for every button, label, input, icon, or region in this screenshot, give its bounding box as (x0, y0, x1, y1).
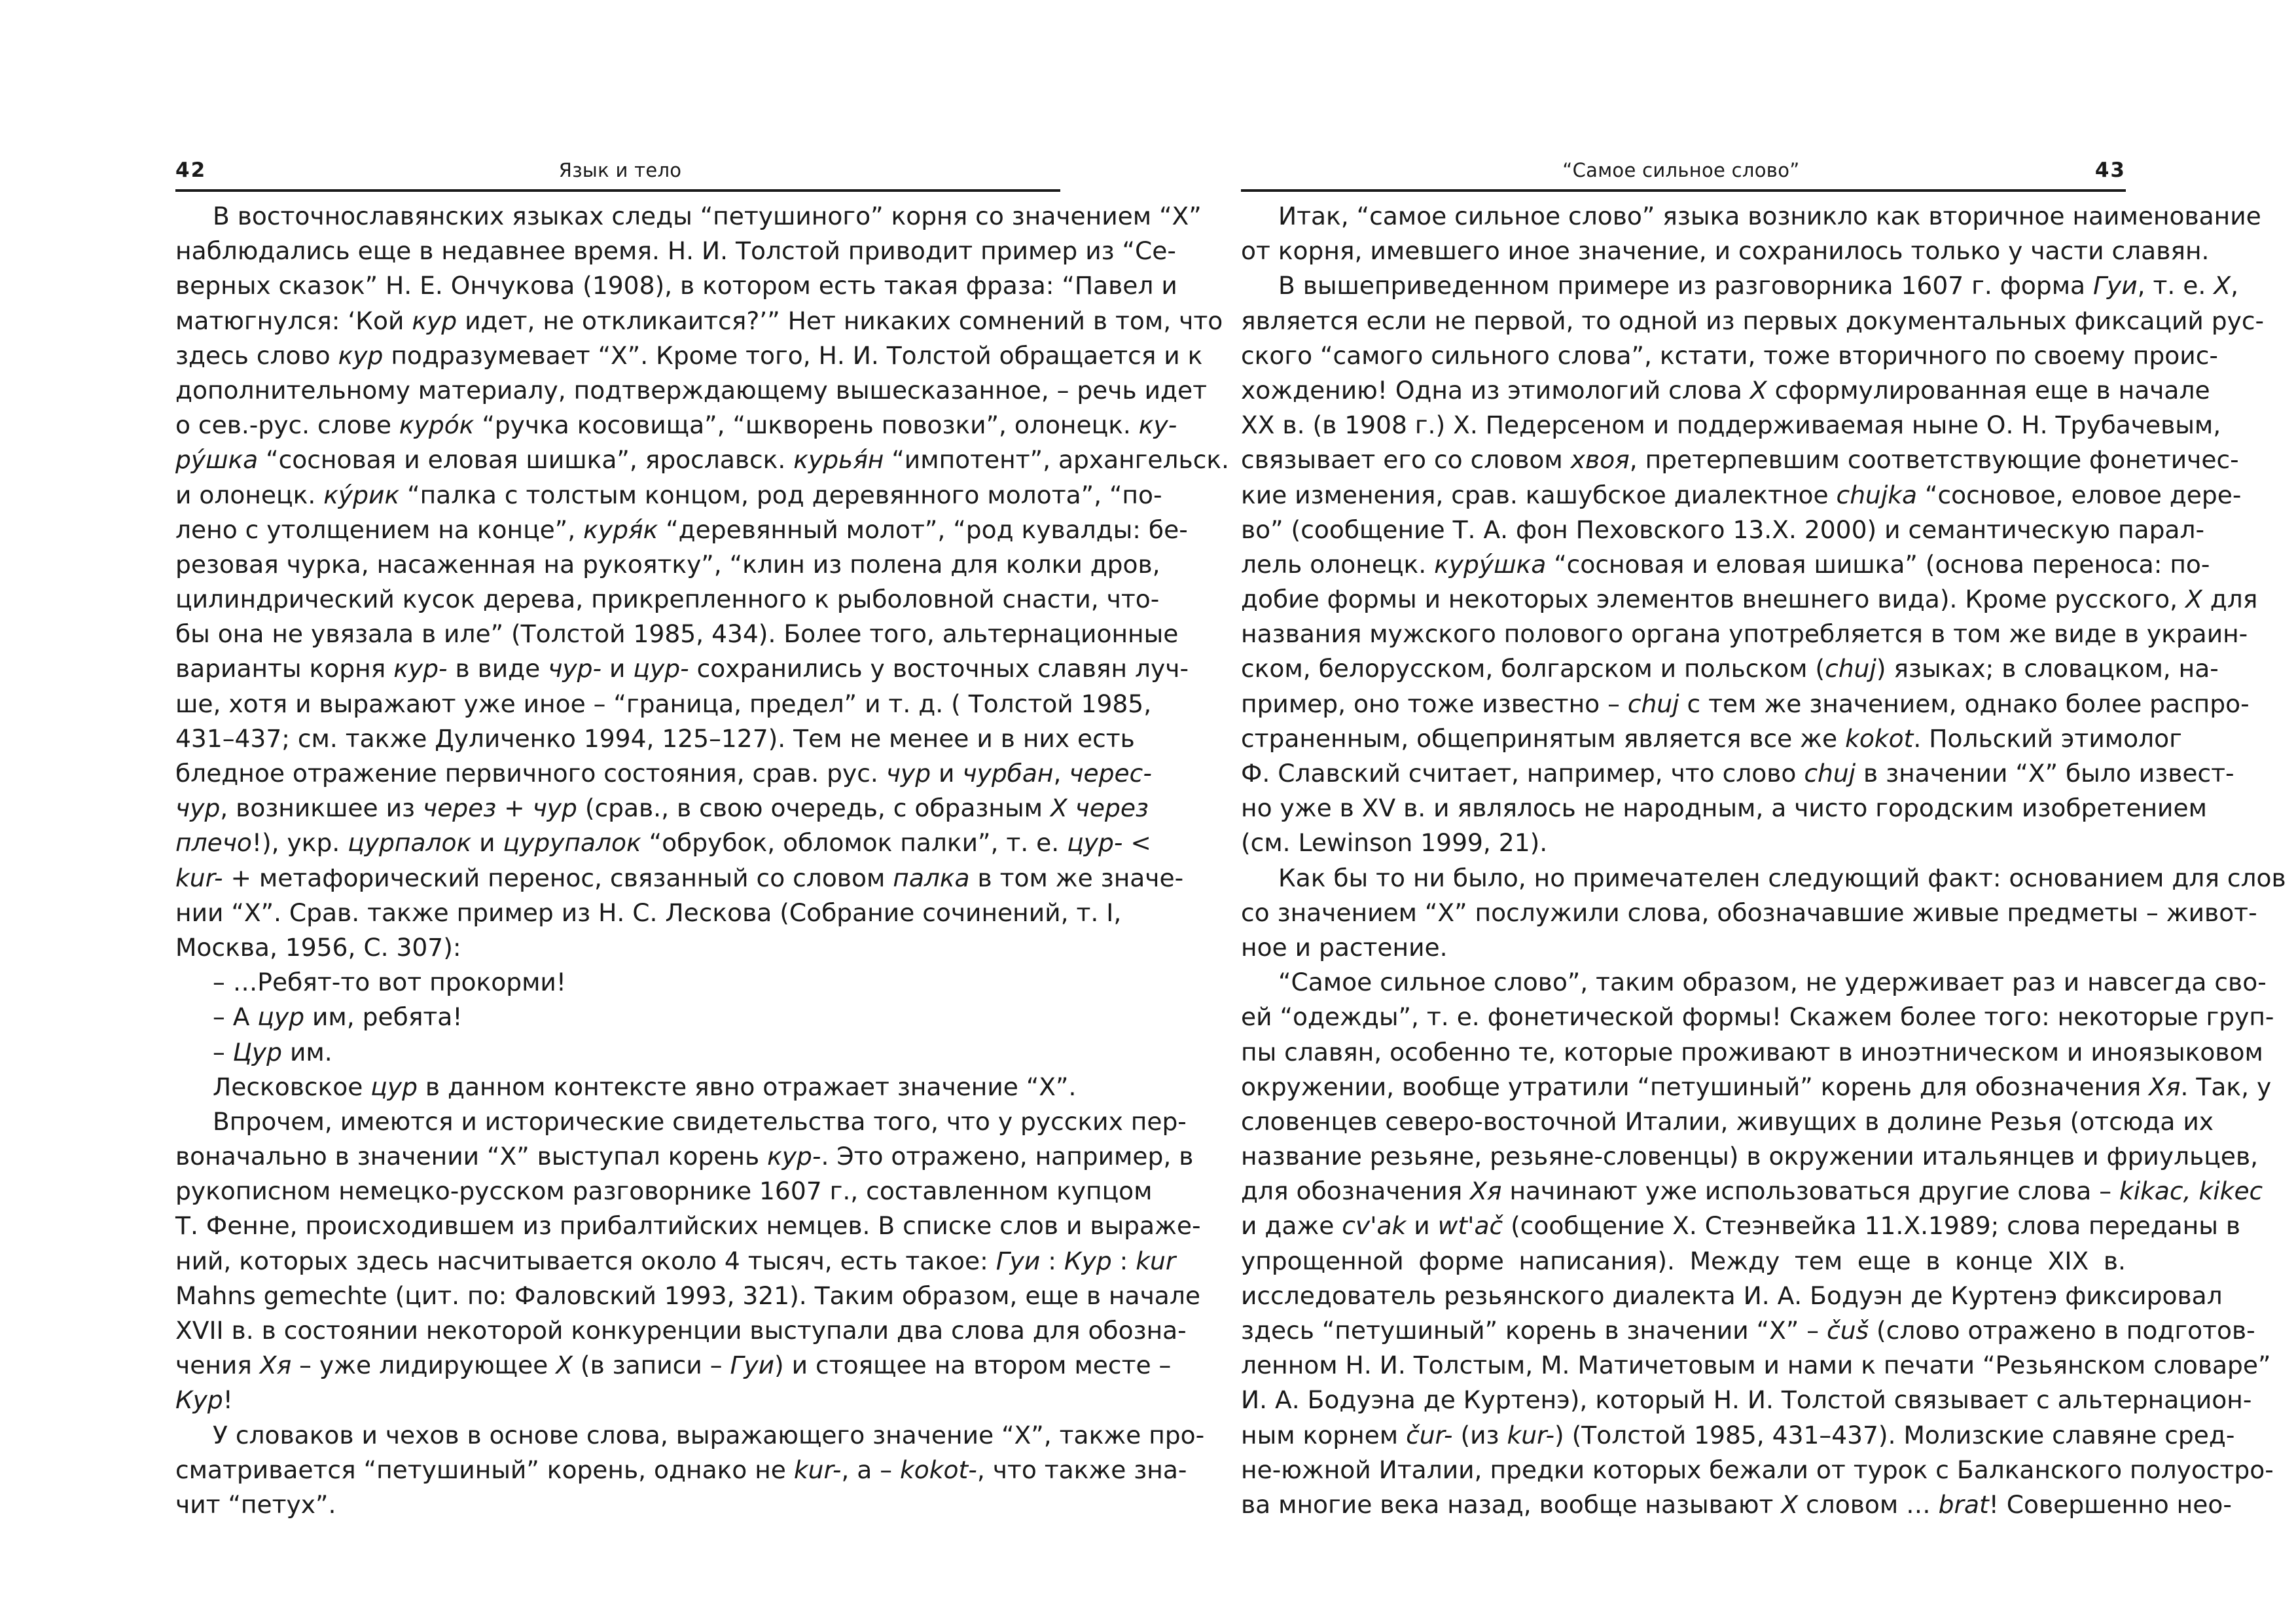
italic-term: чур (175, 793, 221, 823)
text-line (1241, 1383, 2252, 1417)
text-run: ным корнем (1241, 1420, 1407, 1450)
text-run: и олонецк. (175, 480, 324, 509)
text-run: “обрубок, обломок палки”, т. е. (641, 828, 1067, 858)
page-number: 43 (2094, 158, 2126, 182)
text-run: здесь слово (175, 340, 338, 370)
italic-term: chuj (1804, 759, 1856, 788)
text-run: ского “самого сильного слова”, кстати, тоже вторичного по своему проис- (1241, 340, 2218, 370)
text-run: варианты корня (175, 654, 394, 684)
italic-term: kur- (1507, 1420, 1555, 1450)
italic-term: kokot (1845, 723, 1914, 753)
text-line (1241, 408, 2221, 443)
text-line (175, 687, 1152, 721)
text-run: нии “Х”. Срав. также пример из Н. С. Лескова (Собрание сочинений, т. I, (175, 898, 1122, 927)
text-run: упрощенной форме написания). Между тем еще в конце XIX в. (1241, 1246, 2126, 1275)
text-run: ! Совершенно нео- (1988, 1489, 2232, 1519)
text-run: исследователь резьянского диалекта И. А. Бодуэн де Куртенэ фиксировал (1241, 1281, 2223, 1310)
right-page (1148, 0, 2296, 1623)
text-run: наблюдались еще в недавнее время. Н. И. Толстой приводит пример из “Се- (175, 236, 1176, 266)
text-run: ) и стоящее на втором месте – (774, 1351, 1172, 1380)
italic-term: Х (1781, 1489, 1799, 1519)
body-text (1241, 199, 2286, 1522)
italic-term: ру́шка (175, 445, 259, 475)
text-run: “палка с толстым концом, род деревянного молота”, “по- (399, 480, 1162, 509)
italic-term: kur- (175, 863, 223, 892)
text-run: воначально в значении “Х” выступал корень (175, 1142, 768, 1171)
text-run: с тем же значением, однако более распро- (1679, 689, 2250, 718)
text-run: . Польский этимолог (1913, 723, 2182, 753)
text-line (175, 1348, 1172, 1383)
text-run: рукописном немецко-русском разговорнике 1607 г., составленном купцом (175, 1176, 1153, 1206)
text-run: У словаков и чехов в основе слова, выражающего значение “Х”, также про- (213, 1420, 1205, 1450)
text-line (1241, 826, 2126, 860)
text-line (1241, 1139, 2259, 1174)
text-run: в том же значе- (969, 863, 1184, 892)
italic-term: brat (1938, 1489, 1989, 1519)
italic-term: chuj (1627, 689, 1679, 718)
text-line (1241, 1000, 2274, 1034)
text-run: бледное отражение первичного состояния, срав. рус. (175, 759, 886, 788)
text-line (1241, 1104, 2214, 1139)
text-line (1241, 443, 2239, 477)
text-run: Mahns gemechte (цит. по: Фаловский 1993, 321). Таким образом, еще в начале (175, 1281, 1200, 1310)
text-run: ленном Н. И. Толстым, М. Матичетовым и нами к печати “Резьянском словаре” (1241, 1351, 2271, 1380)
text-line (1241, 896, 2257, 930)
italic-term: цур- (633, 654, 689, 684)
text-line (175, 861, 1184, 896)
text-run: является если не первой, то одной из первых документальных фиксаций рус- (1241, 306, 2265, 335)
text-line (175, 234, 1176, 268)
left-page-header (175, 152, 1060, 189)
text-line (1241, 1313, 2255, 1348)
text-line (1241, 373, 2210, 408)
text-line (1241, 861, 2286, 896)
text-run: Как бы то ни было, но примечателен следующий факт: основанием для слов (1278, 863, 2286, 892)
text-run: резовая чурка, насаженная на рукоятку”, “клин из полена для колки дров, (175, 549, 1160, 579)
italic-term: Х (556, 1351, 573, 1380)
text-run: здесь “петушиный” корень в значении “Х” – (1241, 1316, 1827, 1345)
italic-term: Гуи (730, 1351, 775, 1380)
text-run: начинают уже использоваться другие слова – (1501, 1176, 2119, 1206)
text-line (175, 199, 1202, 234)
italic-term: цурпалок (348, 828, 472, 858)
text-run: чения (175, 1351, 260, 1380)
text-run: ний, которых здесь насчитывается около 4 тысяч, есть такое: (175, 1246, 996, 1275)
text-line (1241, 1244, 2126, 1279)
text-line (175, 930, 1060, 965)
text-line (175, 304, 1223, 338)
text-line (1241, 1174, 2263, 1209)
italic-term: куро́к (399, 410, 475, 440)
text-line (1241, 651, 2219, 686)
text-run: от корня, имевшего иное значение, и сохранилось только у части славян. (1241, 236, 2210, 266)
text-run: в значении “Х” было извест- (1856, 759, 2234, 788)
text-run: подразумевает “Х”. Кроме того, Н. И. Толстой обращается и к (383, 340, 1203, 370)
text-line (1241, 478, 2242, 513)
text-line (1241, 791, 2207, 826)
text-line (1241, 582, 2258, 617)
italic-term: čur- (1406, 1420, 1453, 1450)
italic-term: куря́к (583, 515, 658, 544)
text-run: “деревянный молот”, “род кувалды: бе- (658, 515, 1188, 544)
text-run: им. (282, 1037, 332, 1067)
text-run: ва многие века назад, вообще называют (1241, 1489, 1782, 1519)
text-run: “импотент”, архангельск. (884, 445, 1230, 475)
italic-term: Хя (1470, 1176, 1502, 1206)
text-run: ше, хотя и выражают уже иное – “граница, предел” и т. д. ( Толстой 1985, (175, 689, 1152, 718)
text-line (175, 1174, 1153, 1209)
text-line (1241, 304, 2265, 338)
text-run: им, ребята! (304, 1002, 463, 1032)
text-run: для обозначения (1241, 1176, 1471, 1206)
text-line (1241, 1418, 2235, 1453)
italic-term: кур- (393, 654, 448, 684)
text-run: , возникшее из (220, 793, 423, 823)
italic-term: кур (412, 306, 457, 335)
text-run: чит “петух”. (175, 1489, 336, 1519)
text-run: название резьяне, резьяне-словенцы) в окружении итальянцев и фриульцев, (1241, 1142, 2259, 1171)
text-run: , (2231, 271, 2239, 301)
text-run: Итак, “самое сильное слово” языка возникло как вторичное наименование (1278, 202, 2261, 230)
text-line (1241, 1453, 2274, 1487)
text-run: . Это отражено, например, в (821, 1142, 1194, 1171)
text-run: Москва, 1956, С. 307): (175, 932, 461, 962)
text-run: “Самое сильное слово”, таким образом, не удерживает раз и навсегда сво- (1278, 968, 2267, 997)
text-run: + метафорический перенос, связанный со словом (223, 863, 893, 892)
italic-term: цур (257, 1002, 305, 1032)
italic-term: chujka (1836, 480, 1918, 509)
text-run: о сев.-рус. слове (175, 410, 399, 440)
text-run: : (1111, 1246, 1136, 1275)
text-run: , (1053, 759, 1069, 788)
text-run: !), укр. (251, 828, 348, 858)
text-line (175, 408, 1177, 443)
text-run: “сосновое, еловое дере- (1917, 480, 2242, 509)
text-line (175, 1104, 1187, 1139)
text-run: Лесковское (213, 1072, 371, 1101)
text-run: сформулированная еще в начале (1767, 375, 2210, 405)
text-line (1241, 1209, 2241, 1243)
text-line (1241, 513, 2205, 547)
text-run: дополнительному материалу, подтверждающему вышесказанное, – речь идет (175, 375, 1208, 405)
text-run: идет, не откликаится?’” Нет никаких сомнений в том, что (457, 306, 1223, 335)
italic-term: ку́рик (323, 480, 400, 509)
text-run: , претерпевшим соответствующие фонетичес- (1629, 445, 2239, 475)
text-run: не-южной Италии, предки которых бежали от турок с Балканского полуостро- (1241, 1455, 2274, 1484)
text-run: (сообщение Х. Стеэнвейка 11.X.1989; слова переданы в (1503, 1211, 2241, 1241)
text-run: “ручка косовища”, “шкворень повозки”, олонецк. (474, 410, 1139, 440)
text-line (175, 791, 1149, 826)
text-run: (в записи – (572, 1351, 730, 1380)
italic-term: Хя (259, 1351, 292, 1380)
text-line (175, 1000, 1060, 1034)
text-run: “сосновая и еловая шишка”, ярославск. (258, 445, 794, 475)
text-line (1241, 547, 2210, 582)
header-rule (175, 189, 1060, 192)
italic-term: Х (2185, 585, 2202, 614)
text-line (175, 756, 1152, 791)
text-line (175, 1313, 1187, 1348)
italic-term: хвоя (1570, 445, 1630, 475)
text-run: ) (Толстой 1985, 431–437). Молизские славяне сред- (1554, 1420, 2235, 1450)
text-line (1241, 234, 2210, 268)
text-run: связывает его со словом (1241, 445, 1571, 475)
text-run: пы славян, особенно те, которые проживают в иноэтническом и иноязыковом (1241, 1037, 2263, 1067)
italic-term: Цур (232, 1037, 283, 1067)
italic-term: палка (893, 863, 970, 892)
text-run: и (931, 759, 963, 788)
italic-term: кур- (767, 1142, 821, 1171)
italic-term: kokot- (900, 1455, 977, 1484)
text-line (1241, 1348, 2271, 1383)
text-line (1241, 1070, 2272, 1104)
header-rule (1241, 189, 2126, 192)
text-run: Т. Фенне, происходившем из прибалтийских немцев. В списке слов и выраже- (175, 1211, 1201, 1241)
text-line (1241, 617, 2248, 651)
running-title: “Самое сильное слово” (1562, 159, 1800, 181)
text-run: словенцев северо-восточной Италии, живущих в долине Резья (отсюда их (1241, 1106, 2214, 1136)
italic-term: Кур (1064, 1246, 1112, 1275)
text-line (175, 721, 1135, 756)
text-run: в данном контексте явно отражает значение “Х”. (417, 1072, 1077, 1101)
text-line (1241, 687, 2250, 721)
text-line (1241, 930, 2126, 965)
text-run: (из (1452, 1420, 1507, 1450)
text-line (175, 373, 1208, 408)
text-run: , что также зна- (977, 1455, 1187, 1484)
italic-term: Гуи (996, 1246, 1041, 1275)
text-run: окружении, вообще утратили “петушиный” корень для обозначения (1241, 1072, 2149, 1101)
italic-term: Хя (2149, 1072, 2181, 1101)
text-run: . Так, у (2180, 1072, 2272, 1101)
text-run: – …Ребят-то вот прокорми! (213, 968, 566, 997)
text-run: “сосновая и еловая шишка” (основа переноса: по- (1546, 549, 2210, 579)
text-run: ском, белорусском, болгарском и польском ( (1241, 654, 1825, 684)
text-run: (срав., в свою очередь, с образным (577, 793, 1050, 823)
italic-term: чур (886, 759, 931, 788)
italic-term: цурупалок (503, 828, 641, 858)
text-line (1241, 1035, 2263, 1070)
text-run: лено с утолщением на конце”, (175, 515, 584, 544)
text-run: лель олонецк. (1241, 549, 1435, 579)
italic-term: čuš (1827, 1316, 1869, 1345)
text-line (1241, 721, 2182, 756)
text-run: ное и растение. (1241, 932, 1448, 962)
text-run: < (1122, 828, 1151, 858)
text-run: – А (213, 1002, 258, 1032)
italic-term: курья́н (793, 445, 884, 475)
italic-term: wt'ač (1437, 1211, 1503, 1241)
text-line (175, 1279, 1200, 1313)
text-run: кие изменения, срав. кашубское диалектное (1241, 480, 1837, 509)
italic-term: чурбан (962, 759, 1054, 788)
text-line (175, 338, 1203, 373)
text-line (175, 651, 1189, 686)
text-line (175, 547, 1160, 582)
text-run: словом … (1798, 1489, 1939, 1519)
text-line (175, 1383, 1060, 1417)
text-run: и (1406, 1211, 1438, 1241)
text-line (1241, 338, 2218, 373)
italic-term: куру́шка (1434, 549, 1547, 579)
text-run: Ф. Славский считает, например, что слово (1241, 759, 1804, 788)
text-line (175, 1139, 1194, 1174)
text-run: – уже лидирующее (291, 1351, 556, 1380)
text-run: 431–437; см. также Дуличенко 1994, 125–127). Тем не менее и в них есть (175, 723, 1135, 753)
text-line (175, 965, 1060, 1000)
text-line (1241, 756, 2234, 791)
italic-term: Гуи (2093, 271, 2138, 301)
text-run: для (2202, 585, 2258, 614)
text-run: со значением “Х” послужили слова, обозначавшие живые предметы – живот- (1241, 898, 2257, 927)
text-run: – (213, 1037, 233, 1067)
text-run: XVII в. в состоянии некоторой конкуренции выступали два слова для обозна- (175, 1316, 1187, 1345)
text-line (1241, 965, 2267, 1000)
text-run: (слово отражено в подготов- (1869, 1316, 2255, 1345)
text-run: и (601, 654, 634, 684)
text-run: но уже в XV в. и являлось не народным, а чисто городским изобретением (1241, 793, 2207, 823)
italic-term: chuj (1825, 654, 1876, 684)
italic-term: cv'ak (1342, 1211, 1407, 1241)
text-run: и (471, 828, 503, 858)
text-run: И. А. Бодуэна де Куртенэ), который Н. И. Толстой связывает с альтернацион- (1241, 1385, 2252, 1415)
italic-term: Кур (175, 1385, 223, 1415)
text-line (175, 1070, 1077, 1104)
text-line (175, 1244, 1176, 1279)
text-run: , а – (841, 1455, 901, 1484)
italic-term: Х (1749, 375, 1767, 405)
text-line (175, 1209, 1201, 1243)
italic-term: цур- (1067, 828, 1123, 858)
text-run: матюгнулся: ‘Кой (175, 306, 412, 335)
italic-term: ку- (1138, 410, 1177, 440)
text-line (1241, 199, 2261, 234)
text-run: Впрочем, имеются и исторические свидетельства того, что у русских пер- (213, 1106, 1187, 1136)
text-line (1241, 268, 2239, 303)
italic-term: черес- (1069, 759, 1152, 788)
text-line (175, 826, 1151, 860)
text-run: цилиндрический кусок дерева, прикрепленного к рыболовной снасти, что- (175, 585, 1160, 614)
text-run: В восточнославянских языках следы “петушиного” корня со значением “Х” (213, 202, 1202, 230)
italic-term: Х (2214, 271, 2231, 301)
text-run: XX в. (в 1908 г.) Х. Педерсеном и поддерживаемая ныне О. Н. Трубачевым, (1241, 410, 2221, 440)
text-run: верных сказок” Н. Е. Ончукова (1908), в котором есть такая фраза: “Павел и (175, 271, 1177, 301)
text-run: страненным, общепринятым является все же (1241, 723, 1846, 753)
italic-term: kur- (793, 1455, 842, 1484)
text-line (175, 1035, 1060, 1070)
italic-term: плечо (175, 828, 252, 858)
italic-term: kikac, kikec (2119, 1176, 2263, 1206)
text-line (175, 268, 1177, 303)
text-line (175, 478, 1162, 513)
text-run: в виде (447, 654, 548, 684)
text-line (1241, 1487, 2232, 1522)
italic-term: кур (338, 340, 384, 370)
running-title: Язык и тело (558, 159, 682, 181)
text-run: пример, оно тоже известно – (1241, 689, 1628, 718)
text-run: ) языках; в словацком, на- (1876, 654, 2219, 684)
text-run: (см. Lewinson 1999, 21). (1241, 828, 1548, 858)
text-run: В вышеприведенном примере из разговорника 1607 г. форма (1278, 271, 2094, 301)
text-line (175, 896, 1122, 930)
text-run: бы она не увязала в иле” (Толстой 1985, 434). Более того, альтернационные (175, 619, 1179, 649)
text-run: ей “одежды”, т. е. фонетической формы! Скажем более того: некоторые груп- (1241, 1002, 2274, 1032)
italic-term: kur (1136, 1246, 1176, 1275)
text-run: и даже (1241, 1211, 1342, 1241)
text-run: сматривается “петушиный” корень, однако не (175, 1455, 794, 1484)
text-run: хождению! Одна из этимологий слова (1241, 375, 1750, 405)
text-run: во” (сообщение Т. А. фон Пеховского 13.X. 2000) и семантическую парал- (1241, 515, 2205, 544)
italic-term: Х через (1050, 793, 1149, 823)
text-line (1241, 1279, 2223, 1313)
text-run: : (1040, 1246, 1064, 1275)
body-text (175, 199, 1230, 1522)
text-line (175, 1453, 1187, 1487)
text-line (175, 513, 1188, 547)
text-line (175, 582, 1160, 617)
italic-term: чур- (548, 654, 602, 684)
text-line (175, 1418, 1205, 1453)
text-run: названия мужского полового органа употребляется в том же виде в украин- (1241, 619, 2248, 649)
text-line (175, 617, 1179, 651)
text-line (175, 443, 1230, 477)
italic-term: через + чур (422, 793, 577, 823)
text-run: , т. е. (2137, 271, 2214, 301)
page-number: 42 (175, 158, 207, 182)
right-page-header (1241, 152, 2126, 189)
italic-term: цур (370, 1072, 418, 1101)
text-run: ! (223, 1385, 233, 1415)
text-run: сохранились у восточных славян луч- (689, 654, 1189, 684)
text-line (175, 1487, 1060, 1522)
text-run: добие формы и некоторых элементов внешнего вида). Кроме русского, (1241, 585, 2186, 614)
